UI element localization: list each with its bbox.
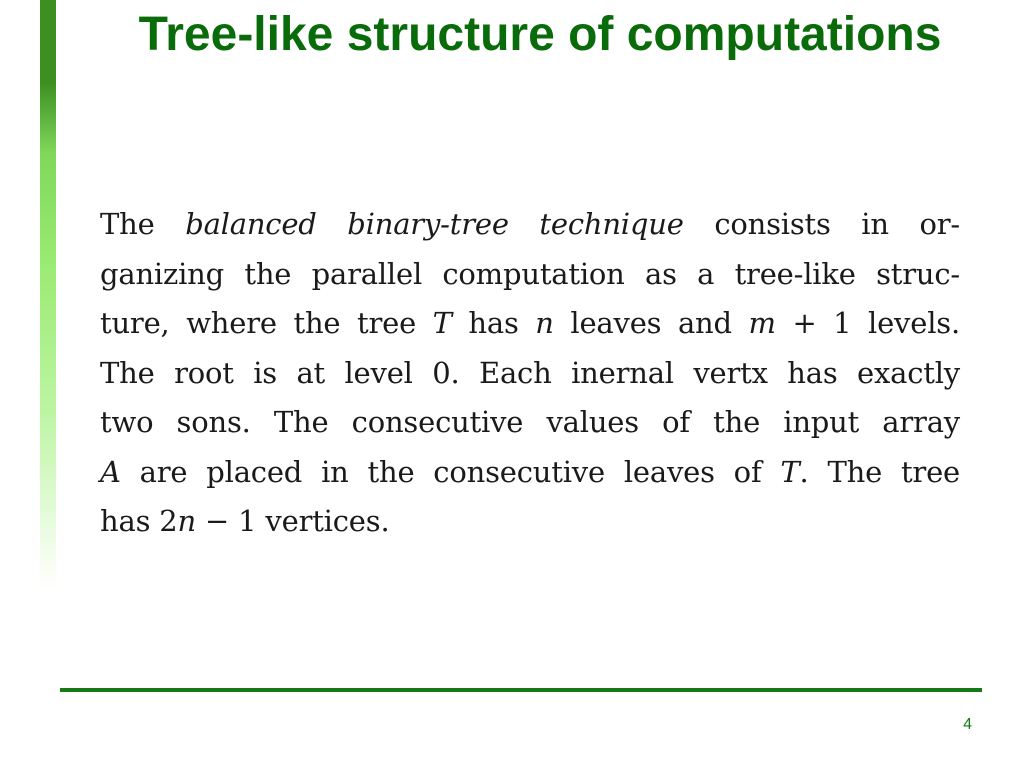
- body-text-segment: has: [451, 306, 536, 340]
- body-line: [100, 497, 960, 547]
- body-line: [100, 349, 960, 399]
- body-line: [100, 299, 960, 349]
- slide-title: Tree-like structure of computations: [138, 8, 942, 61]
- math-symbol: n: [535, 306, 554, 340]
- body-text-segment: leaves and: [553, 306, 749, 340]
- body-text-segment: has 2: [100, 504, 178, 538]
- footer-divider: [60, 688, 982, 692]
- body-line: [100, 250, 960, 300]
- body-text-segment: The: [100, 207, 186, 241]
- math-symbol: A: [100, 454, 121, 489]
- body-text-segment: . The tree: [799, 454, 960, 489]
- body-text-segment: ganizing the parallel computation as a tree-like struc-: [100, 256, 960, 291]
- body-line: [100, 448, 960, 498]
- emphasized-term: balanced binary-tree technique: [185, 207, 684, 241]
- body-line: [100, 200, 960, 250]
- body-text-segment: ture, where the tree: [100, 306, 433, 340]
- math-symbol: T: [780, 454, 800, 489]
- body-text-segment: The root is at level 0. Each inernal vertx has exactly: [100, 355, 960, 390]
- body-text-segment: consists in or-: [683, 207, 960, 241]
- body-text-segment: − 1 vertices.: [196, 504, 390, 538]
- body-text-segment: + 1 levels.: [775, 306, 960, 340]
- body-text-segment: are placed in the consecutive leaves of: [120, 454, 781, 489]
- slide-body-text: [100, 200, 960, 547]
- left-accent-bar: [40, 0, 56, 590]
- body-line: [100, 398, 960, 448]
- math-symbol: m: [748, 306, 776, 340]
- page-number: 4: [963, 716, 972, 733]
- body-text-segment: two sons. The consecutive values of the input array: [100, 405, 960, 439]
- math-symbol: n: [177, 504, 197, 538]
- math-symbol: T: [432, 306, 452, 340]
